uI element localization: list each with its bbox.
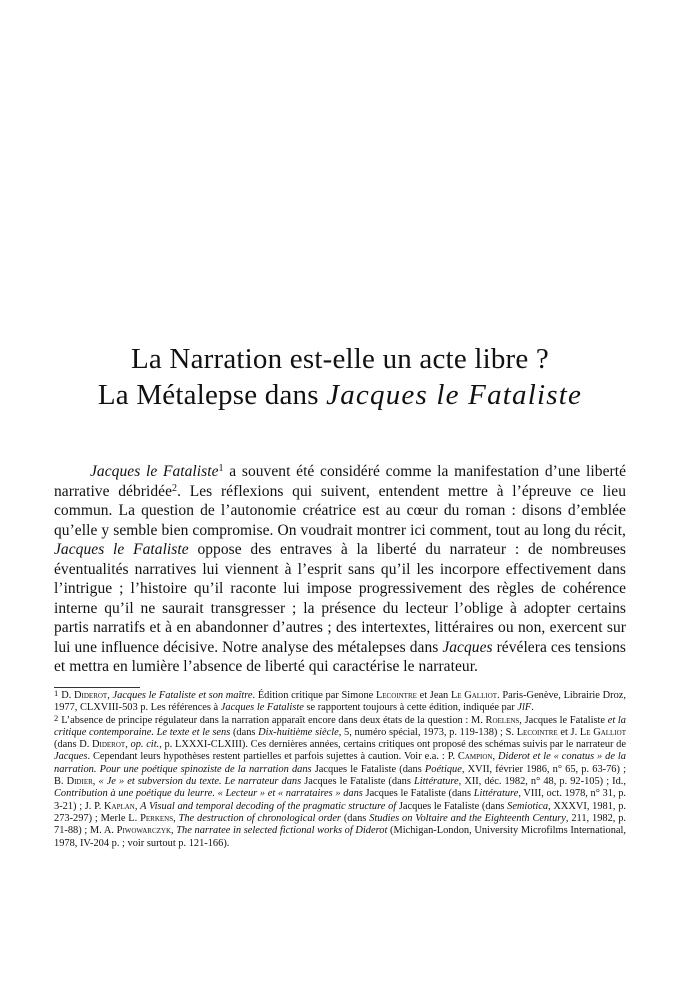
article-subtitle-prefix: La Métalepse dans [97,379,327,411]
fn-text: (Michigan-London, University Microfilms International, 1978, IV-204 p. ; voir surtout p. 121-166). [54,825,626,849]
body-text-span: révélera ces tensions et mettra en lumière l’absence de liberté qui caractérise le narrateur. [54,638,626,676]
fn-text: . [531,702,534,714]
fn-italic: « Je » et subversion du texte. Le narrateur dans [98,776,302,788]
footnote-divider [54,687,140,688]
author-name: Campion [457,751,493,763]
fn-italic: Jacques le Fataliste et son maître [112,690,253,701]
author-name: Lecointre [516,726,558,738]
work-title: Jacques [442,638,493,656]
footnotes [54,690,626,850]
footnote-ref-1[interactable]: 1 [218,463,224,474]
author-name: Diderot [92,739,126,751]
fn-text: , [134,800,141,812]
fn-italic: Littérature [414,776,459,788]
fn-text: Jacques le Fataliste (dans [362,788,474,800]
article-title-line-1 [0,342,680,376]
author-name: Didier [66,776,93,788]
body-text-span: . Les réflexions qui suivent, entendent mettre à l’épreuve ce lieu commun. La question de l’autonomie créatrice est au cœur du roman : disons d’emblée qu’elle y semble bien compromise. On voudrait montrer ici comment, tout au long du récit, [54,482,626,539]
fn-text: , 211, 1982, p. 71-88) ; M. A. [54,812,627,837]
fn-text: (dans D. [54,739,93,751]
author-name: Kaplan [104,800,135,812]
author-name: Le Galliot [579,726,626,738]
fn-italic: Littérature [473,788,519,800]
fn-text: , [92,776,99,788]
fn-text: . Paris-Genève, Librairie Droz, 1977, CLXVIII-503 p. Les références à [54,690,626,714]
footnote-ref-2[interactable]: 2 [172,482,178,494]
fn-text: , XVII, février 1986, n° 65, p. 63-76) ; B. [54,763,626,788]
fn-text: , [107,690,113,701]
fn-italic: Poétique [424,763,462,775]
footnote-number: 1 [54,688,59,698]
fn-text: Jacques le Fataliste (dans [396,800,508,812]
fn-text: (dans [340,812,370,824]
fn-text: , VIII, oct. 1978, n° 31, p. 3-21) ; J. P. [54,788,626,812]
fn-italic: Contribution à une poétique du leurre. « Lecteur » et « narrataires » dans [54,788,363,800]
author-name: Piwowarczyk [116,825,172,837]
fn-text: Jacques le Fataliste (dans [311,763,425,775]
fn-italic: Jacques [54,751,88,763]
fn-italic: Dix-huitième siècle [258,726,339,738]
author-name: Diderot [74,690,108,701]
fn-italic: Jacques le Fataliste [220,702,304,714]
fn-italic: op. cit. [130,739,160,751]
article-title-text: La Narration est-elle un acte libre ? [130,343,550,375]
article-title-line-2 [0,378,680,412]
fn-italic: JlF [517,702,532,714]
fn-text: . Cependant leurs hypothèses restent partielles et parfois sujettes à caution. Voir e.a. : P. [87,751,458,763]
fn-text: , XII, déc. 1982, n° 48, p. 92-105) ; Id., [458,776,626,788]
fn-text: L’absence de principe régulateur dans la narration apparaît encore dans deux états de la question : M. [61,714,486,726]
fn-text: , Jacques le Fataliste [519,714,608,726]
fn-text: , [173,812,179,824]
work-title: Jacques le Fataliste [90,463,219,480]
fn-text: , p. LXXXI-CLXIII). Ces dernières années, certains critiques ont proposé des schémas suivis par le narrateur de [159,739,626,751]
fn-text: , [171,825,177,837]
fn-text: , XXXVI, 1981, p. 273-297) ; Merle L. [54,800,627,824]
fn-text: , [125,739,131,751]
author-name: Roelens [485,714,520,726]
work-title: Jacques le Fataliste [54,541,189,559]
body-paragraph [54,462,626,677]
fn-italic: Semiotica [507,800,549,812]
article-subtitle-work-title: Jacques le Fataliste [326,379,583,411]
fn-text: se rapportent toujours à cette édition, indiquée par [303,702,518,714]
footnote-1 [54,690,626,715]
body-text-span: a souvent été considéré comme la manifestation d’une liberté narrative débridée [54,463,626,500]
author-name: Perkens [140,812,174,824]
fn-italic: A Visual and temporal decoding of the pragmatic structure of [140,800,397,812]
body-text [54,462,626,677]
fn-text: D. [61,690,75,701]
fn-italic: The destruction of chronological order [178,812,341,824]
body-text-span: oppose des entraves à la liberté du narrateur : de nombreuses éventualités narratives lui viennent à l’esprit sans qu’il les incorpore effectivement dans l’intrigue ; l’histoire qu’il raconte lui impose progressivement des règles de cohérence interne qu’il ne saurait transgresser ; la présence du lecteur l’oblige à adopter certains partis narratifs et à en abandonner d’autres ; des intertextes, littéraires ou non, exercent sur lui une influence décisive. Notre analyse des métalepses dans [54,541,627,656]
author-name: Lecointre [375,690,417,701]
fn-italic: Studies on Voltaire and the Eighteenth Century [369,812,566,824]
author-name: Le Galliot [450,690,498,701]
fn-text: et Jean [416,690,451,701]
fn-text: . Édition critique par Simone [252,690,376,701]
fn-text: et J. [557,726,580,738]
fn-text: (dans [230,726,259,738]
fn-text: Jacques le Fataliste (dans [301,776,414,788]
fn-italic: The narratee in selected fictional works of Diderot [176,825,388,837]
fn-text: , 5, numéro spécial, 1973, p. 119-138) ; S. [338,726,517,738]
footnote-2 [54,712,627,850]
footnote-number: 2 [54,712,59,723]
fn-italic: Diderot et le « conatus » de la narration. Pour une poétique spinoziste de la narration dans [54,751,626,775]
fn-italic: et la critique contemporaine. Le texte et le sens [54,714,626,738]
fn-text: , [492,751,498,763]
